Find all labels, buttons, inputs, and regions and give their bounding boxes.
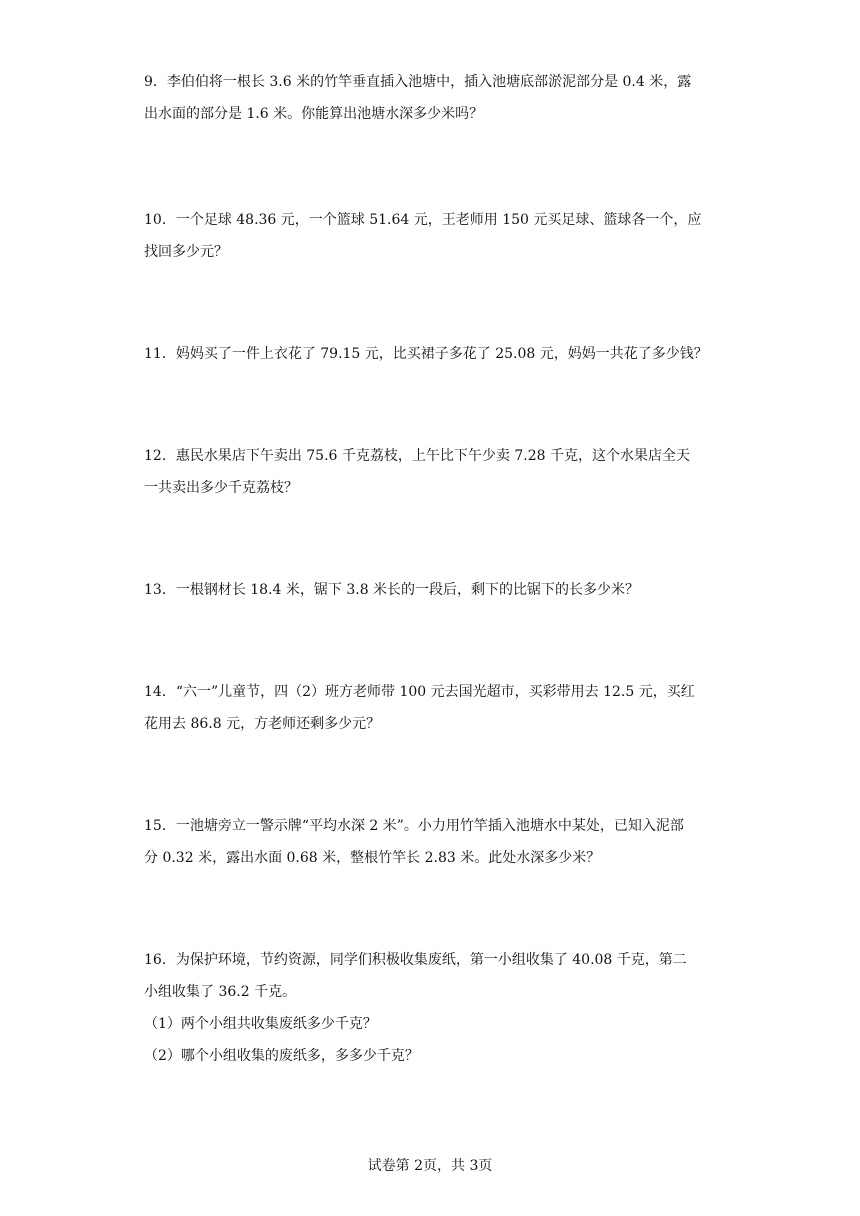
question-14 bbox=[144, 676, 720, 740]
question-12-line-2: 一共卖出多少千克荔枝？ bbox=[144, 480, 298, 496]
question-15 bbox=[144, 810, 720, 874]
question-10-line-1: 10．一个足球 48.36 元，一个篮球 51.64 元，王老师用 150 元买足球、篮球各一个，应 bbox=[144, 212, 702, 228]
question-15-line-2: 分 0.32 米，露出水面 0.68 米，整根竹竿长 2.83 米。此处水深多少米？ bbox=[144, 850, 601, 866]
question-14-line-1: 14．“六一”儿童节，四（2）班方老师带 100 元去国光超市，买彩带用去 12.5 元，买红 bbox=[144, 684, 695, 700]
question-16-sub-2: （2）哪个小组收集的废纸多，多多少千克？ bbox=[144, 1048, 419, 1064]
question-16-line-2: 小组收集了 36.2 千克。 bbox=[144, 984, 297, 1000]
question-11 bbox=[144, 338, 720, 370]
question-9-line-2: 出水面的部分是 1.6 米。你能算出池塘水深多少米吗？ bbox=[144, 106, 484, 122]
question-16-line-1: 16．为保护环境，节约资源，同学们积极收集废纸，第一小组收集了 40.08 千克，第二 bbox=[144, 952, 687, 968]
question-11-line-1: 11．妈妈买了一件上衣花了 79.15 元，比买裙子多花了 25.08 元，妈妈一共花了多少钱？ bbox=[144, 346, 708, 362]
question-14-line-2: 花用去 86.8 元，方老师还剩多少元？ bbox=[144, 716, 381, 732]
page-footer: 试卷第 2页，共 3页 bbox=[367, 1158, 493, 1174]
question-15-line-1: 15．一池塘旁立一警示牌“平均水深 2 米”。小力用竹竿插入池塘水中某处，已知入泥部 bbox=[144, 818, 684, 834]
question-9 bbox=[144, 66, 720, 130]
question-12-line-1: 12．惠民水果店下午卖出 75.6 千克荔枝，上午比下午少卖 7.28 千克，这个水果店全天 bbox=[144, 448, 690, 464]
question-9-line-1: 9．李伯伯将一根长 3.6 米的竹竿垂直插入池塘中，插入池塘底部淤泥部分是 0.4 米，露 bbox=[144, 74, 692, 90]
question-10-line-2: 找回多少元？ bbox=[144, 244, 228, 260]
question-12 bbox=[144, 440, 720, 504]
question-10 bbox=[144, 204, 720, 268]
question-16-sub-1: （1）两个小组共收集废纸多少千克？ bbox=[144, 1016, 377, 1032]
question-13 bbox=[144, 574, 720, 606]
question-13-line-1: 13．一根钢材长 18.4 米，锯下 3.8 米长的一段后，剩下的比锯下的长多少米？ bbox=[144, 582, 640, 598]
question-16 bbox=[144, 944, 720, 1072]
